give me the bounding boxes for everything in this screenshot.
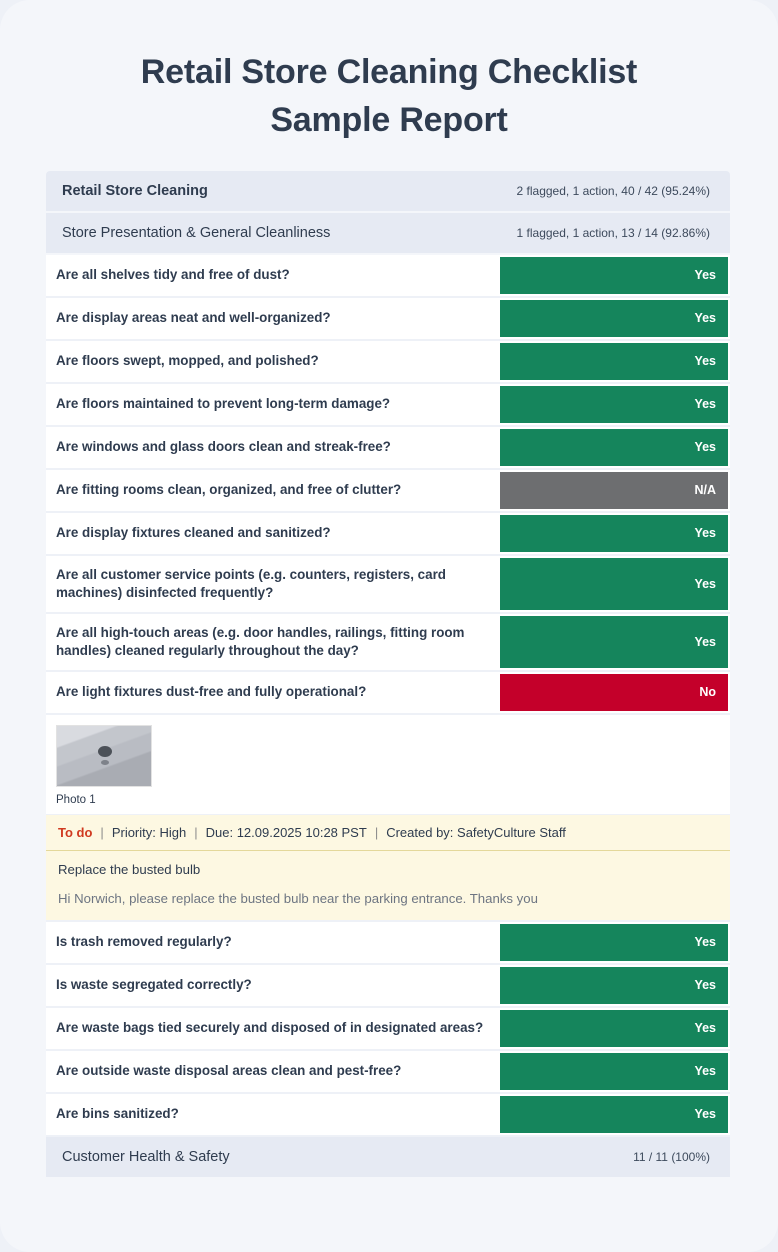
question-text: Are fitting rooms clean, organized, and free of clutter? bbox=[56, 481, 402, 497]
answer-chip[interactable]: Yes bbox=[500, 1096, 728, 1133]
light-fixture-icon bbox=[98, 746, 112, 757]
answer-chip[interactable]: Yes bbox=[500, 616, 728, 668]
question-row[interactable] bbox=[46, 556, 730, 614]
action-meta-row bbox=[46, 815, 730, 851]
answer-cell bbox=[500, 556, 730, 612]
question-text: Are windows and glass doors clean and streak-free? bbox=[56, 438, 391, 454]
question-row[interactable] bbox=[46, 1051, 730, 1094]
answer-cell bbox=[500, 255, 730, 296]
question-row[interactable] bbox=[46, 614, 730, 672]
question-row[interactable] bbox=[46, 1094, 730, 1137]
question-text: Are all shelves tidy and free of dust? bbox=[56, 266, 290, 282]
question-text: Are all customer service points (e.g. counters, registers, card machines) disinfected frequently? bbox=[56, 566, 446, 600]
question-row[interactable] bbox=[46, 384, 730, 427]
section-header-customer-health-safety[interactable] bbox=[46, 1137, 730, 1179]
answer-cell bbox=[500, 1051, 730, 1092]
checklist-card bbox=[46, 171, 730, 1179]
question-text: Are bins sanitized? bbox=[56, 1106, 179, 1122]
action-body bbox=[46, 851, 730, 920]
answer-cell bbox=[500, 1008, 730, 1049]
meta-separator: | bbox=[194, 824, 198, 840]
answer-cell bbox=[500, 922, 730, 963]
answer-cell bbox=[500, 614, 730, 670]
question-text: Are floors swept, mopped, and polished? bbox=[56, 352, 319, 368]
question-row[interactable] bbox=[46, 255, 730, 298]
action-due-date: Due: 12.09.2025 10:28 PST bbox=[205, 824, 367, 840]
page-title-line-1: Retail Store Cleaning Checklist bbox=[140, 53, 638, 91]
question-row[interactable] bbox=[46, 298, 730, 341]
answer-cell bbox=[500, 384, 730, 425]
question-list-part-2 bbox=[46, 922, 730, 1137]
section-summary: 1 flagged, 1 action, 13 / 14 (92.86%) bbox=[516, 225, 710, 240]
answer-chip[interactable]: Yes bbox=[500, 967, 728, 1004]
photo-caption: Photo 1 bbox=[56, 793, 96, 806]
answer-chip[interactable]: Yes bbox=[500, 429, 728, 466]
question-list-part-1 bbox=[46, 255, 730, 715]
answer-chip[interactable]: N/A bbox=[500, 472, 728, 509]
question-text: Are floors maintained to prevent long-term damage? bbox=[56, 395, 391, 411]
page-title bbox=[0, 0, 778, 171]
question-row[interactable] bbox=[46, 1008, 730, 1051]
question-text: Are all high-touch areas (e.g. door handles, railings, fitting room handles) cleaned regularly throughout the day? bbox=[56, 624, 465, 658]
photo-thumbnail[interactable] bbox=[56, 725, 152, 787]
action-created-by: Created by: SafetyCulture Staff bbox=[386, 824, 566, 840]
section-summary: 11 / 11 (100%) bbox=[633, 1149, 710, 1164]
answer-chip[interactable]: Yes bbox=[500, 558, 728, 610]
section-header-store-presentation[interactable] bbox=[46, 213, 730, 255]
answer-chip[interactable]: Yes bbox=[500, 515, 728, 552]
question-row[interactable] bbox=[46, 427, 730, 470]
answer-cell bbox=[500, 298, 730, 339]
question-row[interactable] bbox=[46, 922, 730, 965]
meta-separator: | bbox=[374, 824, 379, 840]
question-text: Is waste segregated correctly? bbox=[56, 977, 252, 993]
question-text: Are display areas neat and well-organized? bbox=[56, 309, 331, 325]
question-row[interactable] bbox=[46, 470, 730, 513]
action-description: Hi Norwich, please replace the busted bulb near the parking entrance. Thanks you bbox=[58, 890, 538, 906]
section-title: Store Presentation & General Cleanliness bbox=[62, 224, 331, 241]
meta-separator: | bbox=[100, 824, 104, 840]
section-title: Retail Store Cleaning bbox=[62, 182, 208, 199]
answer-cell bbox=[500, 672, 730, 713]
answer-chip[interactable]: Yes bbox=[500, 924, 728, 961]
answer-cell bbox=[500, 965, 730, 1006]
question-text: Are display fixtures cleaned and sanitized? bbox=[56, 524, 331, 540]
section-title: Customer Health & Safety bbox=[62, 1148, 230, 1165]
action-priority: Priority: High bbox=[111, 824, 187, 840]
question-row[interactable] bbox=[46, 965, 730, 1008]
question-text: Are light fixtures dust-free and fully operational? bbox=[56, 684, 367, 700]
answer-chip[interactable]: Yes bbox=[500, 1053, 728, 1090]
question-text: Are outside waste disposal areas clean and pest-free? bbox=[56, 1063, 402, 1079]
action-title: Replace the busted bulb bbox=[58, 861, 201, 877]
question-text: Is trash removed regularly? bbox=[56, 934, 232, 950]
action-block[interactable] bbox=[46, 815, 730, 922]
answer-chip[interactable]: Yes bbox=[500, 257, 728, 294]
answer-chip[interactable]: Yes bbox=[500, 343, 728, 380]
question-row[interactable] bbox=[46, 341, 730, 384]
question-row[interactable] bbox=[46, 672, 730, 715]
section-summary: 2 flagged, 1 action, 40 / 42 (95.24%) bbox=[516, 183, 710, 198]
answer-chip[interactable]: Yes bbox=[500, 300, 728, 337]
question-row[interactable] bbox=[46, 513, 730, 556]
answer-cell bbox=[500, 470, 730, 511]
media-row bbox=[46, 715, 730, 815]
answer-cell bbox=[500, 1094, 730, 1135]
section-header-main[interactable] bbox=[46, 171, 730, 213]
answer-chip[interactable]: No bbox=[500, 674, 728, 711]
answer-chip[interactable]: Yes bbox=[500, 386, 728, 423]
status-badge: To do bbox=[58, 824, 93, 840]
answer-cell bbox=[500, 427, 730, 468]
answer-chip[interactable]: Yes bbox=[500, 1010, 728, 1047]
page-title-line-2: Sample Report bbox=[270, 101, 508, 140]
answer-cell bbox=[500, 513, 730, 554]
answer-cell bbox=[500, 341, 730, 382]
question-text: Are waste bags tied securely and disposed of in designated areas? bbox=[56, 1020, 484, 1036]
